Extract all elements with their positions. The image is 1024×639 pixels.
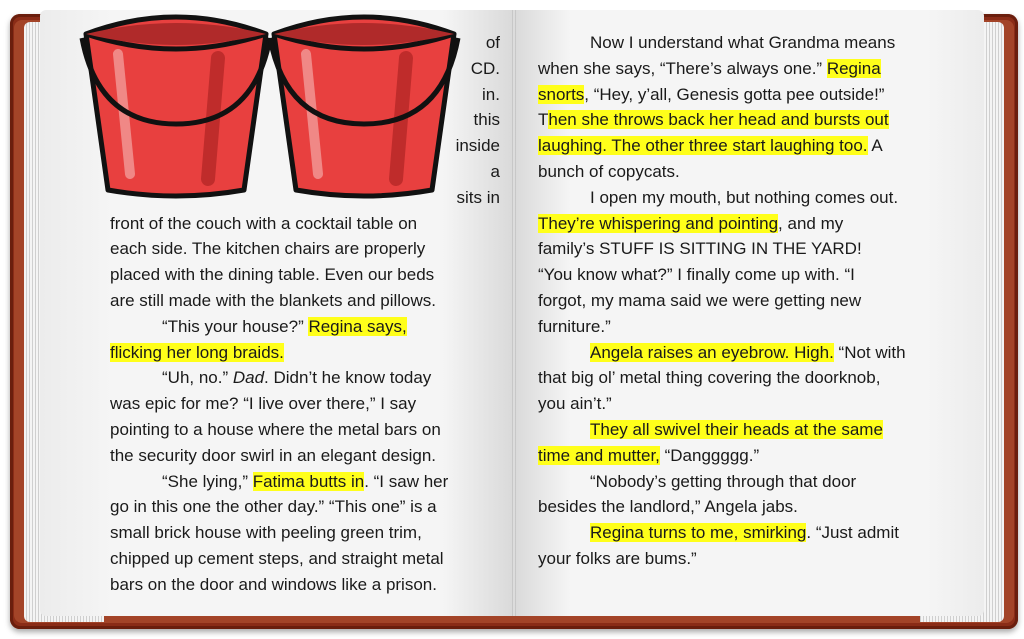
text-line [538,288,928,314]
text-span: A [867,136,883,156]
text-line [110,365,500,391]
text-span: family’s STUFF IS SITTING IN THE YARD! [538,239,862,259]
text-line [538,391,928,417]
text-span: besides the landlord,” Angela jabs. [538,497,798,517]
text-line [110,288,500,314]
text-line [538,365,928,391]
text-line [110,546,500,572]
text-line [538,469,928,495]
text-span: you ain’t.” [538,394,612,414]
text-line [110,469,500,495]
text-span: a [490,161,500,181]
text-line [538,133,928,159]
text-line [110,391,500,417]
text-line [538,82,928,108]
text-span: . “I saw her [364,471,449,491]
text-span: CD. [470,58,500,78]
text-span: , “Hey, y’all, Genesis gotta pee outside!” [584,84,885,104]
text-span: “Not with [833,342,906,362]
text-line [538,56,928,82]
red-bucket-icon [78,4,274,200]
highlighted-text: Angela raises an eyebrow. High. [590,342,834,362]
text-span: “Uh, no.” [162,368,233,388]
highlighted-text: flicking her long braids. [110,342,284,362]
bucket-overlay [78,4,462,200]
text-line [110,314,500,340]
text-line [538,546,928,572]
text-span: bars on the door and windows like a prison. [110,574,437,594]
text-span: front of the couch with a cocktail table on [110,213,418,233]
book-gutter [512,10,516,616]
text-line [538,185,928,211]
highlighted-text: laughing. The other three start laughing too. [538,136,868,156]
text-span: “She lying,” [162,471,253,491]
highlighted-text: Fatima butts in [252,471,365,491]
text-span: I open my mouth, but nothing comes out. [590,187,899,207]
text-span: small brick house with peeling green trim, [110,523,422,543]
text-span: chipped up cement steps, and straight metal [110,548,444,568]
highlighted-text: Regina turns to me, smirking [590,523,807,543]
text-line [110,236,500,262]
text-span: this [473,110,500,130]
text-line [538,314,928,340]
text-line [110,520,500,546]
highlighted-text: Regina [826,58,881,78]
text-line [110,443,500,469]
text-line [110,417,500,443]
highlighted-text: They’re whispering and pointing [538,213,779,233]
text-span: are still made with the blankets and pillows. [110,290,436,310]
highlighted-text: hen she throws back her head and bursts out [548,110,889,130]
highlighted-text: They all swivel their heads at the same [590,419,883,439]
text-line [538,520,928,546]
text-span: “Nobody’s getting through that door [590,471,857,491]
right-page-text [538,30,928,572]
highlighted-text: snorts [538,84,585,104]
text-span: in. [482,84,500,104]
text-span: “This your house?” [162,316,309,336]
text-span: each side. The kitchen chairs are properly [110,239,426,259]
text-span: . Didn’t he know today [264,368,432,388]
text-line [538,107,928,133]
text-span: furniture.” [538,316,611,336]
text-line [110,211,500,237]
text-span: was epic for me? “I live over there,” I say [110,394,417,414]
text-span: bunch of copycats. [538,161,680,181]
text-line [538,443,928,469]
highlighted-text: time and mutter, [538,445,660,465]
text-span: T [538,110,549,130]
text-span: your folks are bums.” [538,548,697,568]
text-line [538,262,928,288]
text-span: go in this one the other day.” “This one” is a [110,497,437,517]
text-span: , and my [778,213,844,233]
text-line [538,494,928,520]
text-span: Now I understand what Grandma means [590,33,896,52]
text-span: . “Just admit [806,523,899,543]
text-span: placed with the dining table. Even our beds [110,265,435,285]
text-span: of [485,33,500,52]
text-line [110,494,500,520]
text-line [110,572,500,598]
text-span: pointing to a house where the metal bars on [110,419,441,439]
red-bucket-icon [266,4,462,200]
highlighted-text: Regina says, [308,316,407,336]
text-line [110,340,500,366]
text-line [538,30,928,56]
text-line [538,211,928,237]
text-line [110,262,500,288]
text-span: inside [455,136,500,156]
text-span: Dad [232,368,265,388]
text-span: sits in [456,187,500,207]
text-line [538,417,928,443]
text-line [538,159,928,185]
text-span: the security door swirl in an elegant design. [110,445,437,465]
text-span: “Danggggg.” [659,445,760,465]
text-line [538,340,928,366]
text-span: “You know what?” I finally come up with. “I [538,265,855,285]
text-span: when she says, “There’s always one.” [538,58,827,78]
text-span: that big ol’ metal thing covering the doorknob, [538,368,881,388]
text-span: forgot, my mama said we were getting new [538,290,862,310]
text-line [538,236,928,262]
